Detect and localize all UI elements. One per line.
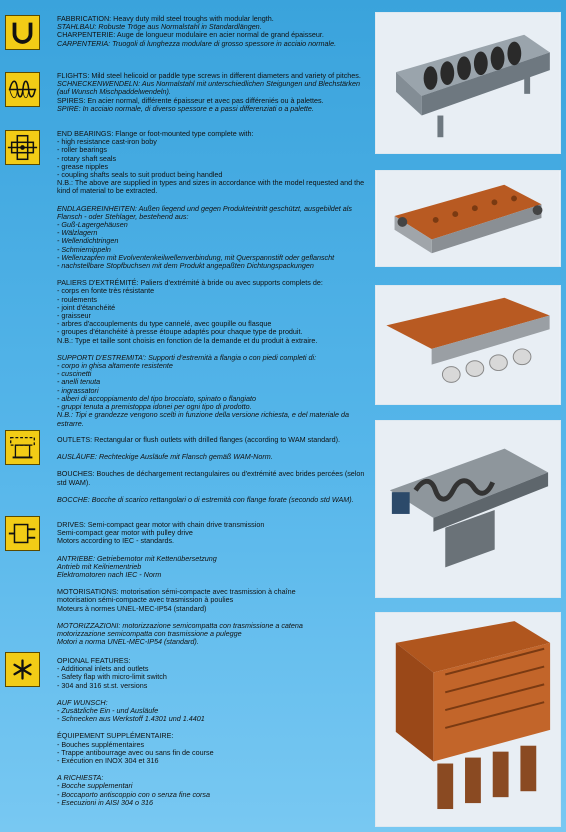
flights-de: SCHNECKENWENDELN: Aus Normalstahl mit unterschiedlichen Steigungen und Blechstärken (auf Wunsch Mischpaddelwendeln). <box>57 79 360 97</box>
list-item: - Additional inlets and outlets <box>57 664 149 674</box>
photo-conveyor-with-outlet <box>375 420 561 598</box>
fabrication-section <box>57 15 369 48</box>
list-item: - Wellendichtringen <box>57 236 119 246</box>
drives-de: Antrieb mit Keilriementrieb <box>57 561 142 571</box>
bearings-en-note: N.B.: The above are supplied in types and sizes in accordance with the model requested and the kind of material to be extracted. <box>57 178 365 196</box>
flights-section <box>57 72 369 113</box>
drives-it: Motori a norma UNEL-MEC-IP54 (standard). <box>57 637 199 647</box>
drives-de: ANTRIEBE: Getriebemotor mit Kettenübersetzung <box>57 553 217 563</box>
asterisk-icon <box>5 652 40 687</box>
list-item: - Esecuzioni in AISI 304 o 316 <box>57 797 154 807</box>
list-item: - Schnecken aus Werkstoff 1.4301 und 1.4401 <box>57 714 205 724</box>
list-item: - Wellenzapfen mit Evolventenkeilwellenverbindung, mit Querspannstift oder geflanscht <box>57 252 335 262</box>
list-item: - alberi di accoppiamento del tipo brocciato, spinato o flangiato <box>57 393 256 403</box>
list-item: - Zusätzliche Ein - und Ausläufe <box>57 706 159 716</box>
outlets-section <box>57 436 369 504</box>
optional-section <box>57 657 369 807</box>
list-item: - ingrassatori <box>57 385 99 395</box>
list-item: - corpo in ghisa altamente resistente <box>57 361 173 371</box>
list-item: - Wälzlagern <box>57 228 98 238</box>
bearings-fr-note: N.B.: Type et taille sont choisis en fonction de la demande et du produit à extraire. <box>57 335 318 345</box>
drives-en: Semi-compact gear motor with pulley drive <box>57 528 193 538</box>
list-item: - roulements <box>57 294 97 304</box>
fabrication-en: FABBRICATION: Heavy duty mild steel troughs with modular length. <box>57 14 274 23</box>
list-item: - corps en fonte très résistante <box>57 286 155 296</box>
fabrication-fr: CHARPENTERIE: Auge de longueur modulaire en acier normal de grand épaisseur. <box>57 30 324 40</box>
list-item: - Bocche supplementari <box>57 781 133 791</box>
drives-it: motorizzazione semicompatta con trasmissione a pulegge <box>57 629 242 639</box>
plug-icon <box>5 516 40 551</box>
bearings-section <box>57 130 369 428</box>
bearing-icon <box>5 130 40 165</box>
list-item: - gruppi tenuta a premistoppa idonei per ogni tipo di prodotto. <box>57 402 252 412</box>
bearings-it-title: SUPPORTI D'ESTREMITA': Supporti d'estremità a flangia o con piedi completi di: <box>57 352 317 362</box>
bearings-it-note: N.B.: Tipi e grandezze vengono scelti in funzione della versione richiesta, e del materiale da estrarre. <box>57 410 349 428</box>
list-item: - Boccaporto antiscoppio con o senza fine corsa <box>57 789 211 799</box>
list-item: - roller bearings <box>57 145 107 155</box>
photo-trough-with-screw <box>375 12 561 154</box>
drives-fr: MOTORISATIONS: motorisation sémi-compacte avec trasmission à chaîne <box>57 587 296 597</box>
list-item: - joint d'étanchéité <box>57 302 116 312</box>
photo-trough-with-bearings <box>375 170 561 267</box>
outlets-fr: BOUCHES: Bouches de déchargement rectangulaires ou d'extrémité avec brides percées (selon std WAM). <box>57 469 365 487</box>
list-item: - rotary shaft seals <box>57 153 117 163</box>
photo-multi-screw-feeder <box>375 285 561 405</box>
optional-en-title: OPIONAL FEATURES: <box>57 656 131 665</box>
optional-it-title: A RICHIESTA: <box>57 773 104 783</box>
bearings-de-title: ENDLAGEREINHEITEN: Außen liegend und gegen Produkteintritt geschützt, ausgebildet als Flansch - oder Stehlager, bestehend aus: <box>57 203 352 221</box>
drives-fr: motorisation sémi-compacte avec trasmission à poulies <box>57 595 234 605</box>
photo-multi-screw-with-motors <box>375 612 561 827</box>
list-item: - Exécution en INOX 304 et 316 <box>57 756 159 766</box>
bearings-fr-title: PALIERS D'EXTRÉMITÉ: Paliers d'extrémité à bride ou avec supports complets de: <box>57 278 323 288</box>
list-item: - Guß-Lagergehäusen <box>57 220 128 230</box>
drives-en: Motors according to IEC - standards. <box>57 536 175 546</box>
list-item: - coupling shafts seals to suit product being handled <box>57 170 223 180</box>
optional-de-title: AUF WUNSCH: <box>57 697 108 707</box>
flights-it: SPIRE: In acciaio normale, di diverso spessore e a passi differenziati o a palette. <box>57 103 314 113</box>
fabrication-de: STAHLBAU: Robuste Tröge aus Normalstahl in Standardlängen. <box>57 22 262 32</box>
bearings-en-title: END BEARINGS: Flange or foot-mounted type complete with: <box>57 129 254 138</box>
outlets-de: AUSLÄUFE: Rechteckige Ausläufe mit Flansch gemäß WAM-Norm. <box>57 452 273 462</box>
list-item: - high resistance cast-iron boby <box>57 137 157 147</box>
drives-section <box>57 521 369 646</box>
outlet-icon <box>5 430 40 465</box>
drives-en: DRIVES: Semi-compact gear motor with chain drive transmission <box>57 520 265 529</box>
drives-it: MOTORIZZAZIONI: motorizzazione semicompatta con trasmissione a catena <box>57 620 303 630</box>
list-item: - cuscinetti <box>57 369 92 379</box>
list-item: - Bouches supplémentaires <box>57 739 145 749</box>
screw-flight-icon <box>5 72 40 107</box>
list-item: - groupes d'étanchéité à presse étoupe adaptés pour chaque type de produit. <box>57 327 303 337</box>
list-item: - Trappe antibourrage avec ou sans fin de course <box>57 747 214 757</box>
list-item: - arbres d'accouplements du type cannelé, avec goupille ou flasque <box>57 319 272 329</box>
outlets-en: OUTLETS: Rectangular or flush outlets with drilled flanges (according to WAM standard). <box>57 435 340 444</box>
drives-de: Elektromotoren nach IEC - Norm <box>57 570 162 580</box>
list-item: - 304 and 316 st.st. versions <box>57 680 148 690</box>
flights-en: FLIGHTS: Mild steel helicoid or paddle type screws in different diameters and variety of pitches. <box>57 71 361 80</box>
list-item: - grease nipples <box>57 161 109 171</box>
list-item: - Schmiernippeln <box>57 244 111 254</box>
list-item: - graisseur <box>57 311 91 321</box>
drives-fr: Moteurs à normes UNEL-MEC-IP54 (standard) <box>57 603 207 613</box>
fabrication-it: CARPENTERIA: Truogoli di lunghezza modulare di grosso spessore in acciaio normale. <box>57 38 337 48</box>
list-item: - Safety flap with micro-limit switch <box>57 672 167 682</box>
outlets-it: BOCCHE: Bocche di scarico rettangolari o di estremità con flange forate (secondo std WAM). <box>57 494 354 504</box>
flights-fr: SPIRES: En acier normal, différente épaisseur et avec pas différeniés ou à palettes. <box>57 95 324 105</box>
optional-fr-title: ÉQUIPEMENT SUPPLÉMENTAIRE: <box>57 731 174 741</box>
list-item: - nachstellbare Stopfbuchsen mit dem Produkt angepaßten Dichtungspackungen <box>57 261 314 271</box>
list-item: - anelli tenuta <box>57 377 101 387</box>
trough-icon <box>5 15 40 50</box>
